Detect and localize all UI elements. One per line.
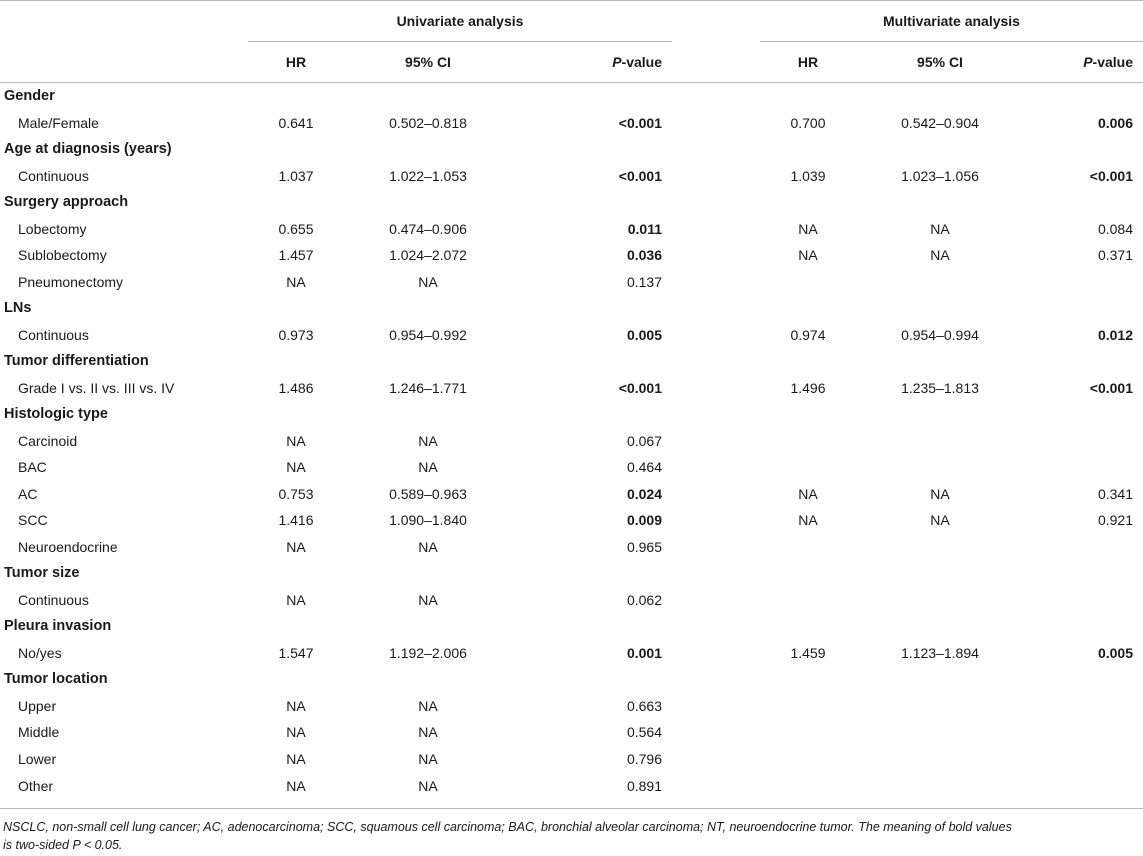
footnote-line-2: is two-sided P < 0.05. (3, 838, 123, 852)
table-row (0, 163, 1143, 190)
multivariate-p-cell (1024, 772, 1143, 809)
multivariate-p-cell: 0.084 (1097, 220, 1133, 237)
spacer-cell (672, 216, 760, 243)
multivariate-p-header: P-value (1024, 42, 1143, 83)
row-label: Neuroendocrine (18, 538, 118, 555)
univariate-ci-cell: 1.090–1.840 (389, 512, 467, 529)
univariate-header: Univariate analysis (248, 1, 672, 42)
table-row (0, 640, 1143, 667)
univariate-hr-cell: 0.641 (278, 114, 314, 131)
category-label: Pleura invasion (4, 618, 112, 635)
univariate-hr-cell: NA (286, 591, 306, 608)
spacer-cell (672, 428, 760, 455)
row-label: Other (0, 772, 248, 809)
multivariate-p-cell: 0.921 (1097, 512, 1133, 529)
multivariate-hr-cell: NA (798, 512, 818, 529)
row-label: Lobectomy (18, 220, 87, 237)
multivariate-ci-cell (856, 719, 1024, 746)
category-row (0, 401, 1143, 428)
row-label: Pneumonectomy (18, 273, 124, 290)
row-label: Continuous (18, 326, 89, 343)
multivariate-ci-cell (856, 428, 1024, 455)
row-label: No/yes (18, 644, 62, 661)
multivariate-ci-cell (856, 587, 1024, 614)
multivariate-hr-cell: 0.700 (790, 114, 826, 131)
row-label: BAC (18, 459, 47, 476)
multivariate-ci-cell: 1.235–1.813 (901, 379, 979, 396)
multivariate-hr-cell: 1.496 (790, 379, 826, 396)
table-row (0, 375, 1143, 402)
category-row (0, 189, 1143, 216)
univariate-hr-cell: NA (286, 459, 306, 476)
univariate-ci-cell: 0.474–0.906 (389, 220, 467, 237)
multivariate-p-cell: 0.006 (1097, 114, 1133, 131)
spacer-cell (672, 454, 760, 481)
multivariate-p-cell (1024, 269, 1143, 296)
multivariate-p-cell: 0.341 (1097, 485, 1133, 502)
row-label: Carcinoid (18, 432, 78, 449)
table-row (0, 587, 1143, 614)
table-row (0, 269, 1143, 296)
univariate-hr-header: HR (248, 42, 344, 83)
table-row (0, 242, 1143, 269)
univariate-p-cell: <0.001 (618, 167, 662, 184)
univariate-hr-cell: NA (286, 724, 306, 741)
table-footnote (3, 818, 1141, 854)
univariate-ci-cell: 0.589–0.963 (389, 485, 467, 502)
multivariate-ci-cell (856, 534, 1024, 561)
group-header-row (0, 1, 1143, 42)
row-label: Middle (18, 724, 60, 741)
category-row (0, 666, 1143, 693)
spacer-cell (672, 481, 760, 508)
row-label: Lower (18, 750, 57, 767)
category-label: Tumor differentiation (4, 353, 149, 370)
category-row (0, 295, 1143, 322)
univariate-hr-cell: NA (286, 538, 306, 555)
univariate-hr-cell: 1.037 (278, 167, 314, 184)
spacer-cell (672, 693, 760, 720)
univariate-p-cell: 0.137 (626, 273, 662, 290)
category-label: Gender (4, 88, 55, 105)
univariate-hr-cell: 0.655 (278, 220, 314, 237)
univariate-ci-cell: NA (418, 697, 438, 714)
multivariate-hr-cell (760, 428, 856, 455)
footnote-line-1: NSCLC, non-small cell lung cancer; AC, adenocarcinoma; SCC, squamous cell carcinoma; BAC, bronchial alveolar carcinoma; NT, neuroendocrine tumor. The meaning of bold values (3, 820, 1012, 834)
multivariate-hr-cell: NA (798, 485, 818, 502)
category-label: Tumor size (4, 565, 80, 582)
spacer-cell (672, 110, 760, 137)
multivariate-p-cell: <0.001 (1089, 167, 1133, 184)
category-row (0, 83, 1143, 110)
univariate-ci-cell: 0.502–0.818 (389, 114, 467, 131)
category-row (0, 136, 1143, 163)
row-label: Sublobectomy (18, 247, 107, 264)
spacer-cell (672, 719, 760, 746)
univariate-hr-cell: NA (248, 772, 344, 809)
multivariate-hr-cell (760, 534, 856, 561)
multivariate-p-cell: 0.371 (1097, 247, 1133, 264)
spacer-cell (672, 507, 760, 534)
multivariate-ci-cell: 0.542–0.904 (901, 114, 979, 131)
category-label: Surgery approach (4, 194, 129, 211)
category-label: Histologic type (4, 406, 108, 423)
spacer-cell (672, 322, 760, 349)
univariate-ci-cell: NA (418, 750, 438, 767)
univariate-ci-cell: 1.022–1.053 (389, 167, 467, 184)
row-label: Continuous (18, 591, 89, 608)
table-row (0, 534, 1143, 561)
spacer-cell (672, 746, 760, 773)
multivariate-ci-cell: 1.023–1.056 (901, 167, 979, 184)
univariate-p-cell: 0.067 (626, 432, 662, 449)
row-label: SCC (18, 512, 48, 529)
table-row (0, 428, 1143, 455)
multivariate-ci-header: 95% CI (856, 42, 1024, 83)
univariate-p-header: P-value (512, 42, 672, 83)
row-label: Upper (18, 697, 57, 714)
univariate-p-cell: 0.009 (626, 512, 662, 529)
multivariate-ci-cell: NA (930, 485, 950, 502)
univariate-p-cell: 0.005 (626, 326, 662, 343)
multivariate-ci-cell (856, 693, 1024, 720)
spacer-cell (672, 269, 760, 296)
spacer-cell (672, 640, 760, 667)
spacer-cell (672, 242, 760, 269)
category-row (0, 560, 1143, 587)
multivariate-hr-cell (760, 693, 856, 720)
multivariate-p-cell (1024, 428, 1143, 455)
univariate-hr-cell: 1.547 (278, 644, 314, 661)
multivariate-p-cell: 0.012 (1097, 326, 1133, 343)
univariate-hr-cell: 1.457 (278, 247, 314, 264)
univariate-ci-cell: 1.024–2.072 (389, 247, 467, 264)
row-label: Continuous (18, 167, 89, 184)
spacer-cell (672, 163, 760, 190)
multivariate-hr-cell: NA (798, 220, 818, 237)
multivariate-ci-cell (856, 746, 1024, 773)
multivariate-p-cell (1024, 534, 1143, 561)
multivariate-ci-cell: 0.954–0.994 (901, 326, 979, 343)
category-row (0, 613, 1143, 640)
univariate-p-cell: 0.001 (626, 644, 662, 661)
multivariate-ci-cell: 1.123–1.894 (901, 644, 979, 661)
univariate-p-cell: <0.001 (618, 379, 662, 396)
multivariate-p-cell: 0.005 (1097, 644, 1133, 661)
univariate-hr-cell: NA (286, 273, 306, 290)
category-label: Tumor location (4, 671, 108, 688)
univariate-ci-header: 95% CI (344, 42, 512, 83)
multivariate-hr-cell: 1.459 (790, 644, 826, 661)
multivariate-hr-cell (760, 772, 856, 809)
univariate-p-cell: 0.464 (626, 459, 662, 476)
category-label: Age at diagnosis (years) (4, 141, 172, 158)
univariate-ci-cell: NA (418, 432, 438, 449)
spacer-cell (672, 772, 760, 809)
multivariate-hr-cell (760, 269, 856, 296)
table-row (0, 110, 1143, 137)
univariate-ci-cell: NA (418, 538, 438, 555)
univariate-p-cell: 0.891 (512, 772, 672, 809)
multivariate-p-cell (1024, 454, 1143, 481)
table-row (0, 481, 1143, 508)
univariate-hr-cell: NA (286, 697, 306, 714)
univariate-p-cell: 0.796 (626, 750, 662, 767)
table-row (0, 216, 1143, 243)
spacer-cell (672, 375, 760, 402)
univariate-p-cell: 0.965 (626, 538, 662, 555)
table-row (0, 719, 1143, 746)
multivariate-p-cell (1024, 746, 1143, 773)
univariate-ci-cell: NA (344, 772, 512, 809)
univariate-ci-cell: 1.192–2.006 (389, 644, 467, 661)
univariate-p-cell: 0.663 (626, 697, 662, 714)
univariate-p-cell: 0.011 (627, 220, 662, 237)
multivariate-hr-cell: 0.974 (790, 326, 826, 343)
multivariate-hr-cell (760, 587, 856, 614)
multivariate-hr-cell (760, 746, 856, 773)
univariate-hr-cell: NA (286, 750, 306, 767)
row-label: AC (18, 485, 38, 502)
multivariate-ci-cell (856, 269, 1024, 296)
univariate-hr-cell: 0.753 (278, 485, 314, 502)
multivariate-hr-cell (760, 454, 856, 481)
univariate-hr-cell: NA (286, 432, 306, 449)
multivariate-hr-cell (760, 719, 856, 746)
category-label: LNs (4, 300, 32, 317)
univariate-hr-cell: 1.486 (278, 379, 314, 396)
table-row (0, 772, 1143, 809)
univariate-p-cell: 0.062 (626, 591, 662, 608)
univariate-ci-cell: NA (418, 591, 438, 608)
multivariate-p-cell (1024, 719, 1143, 746)
univariate-ci-cell: 1.246–1.771 (389, 379, 467, 396)
univariate-ci-cell: NA (418, 273, 438, 290)
univariate-ci-cell: NA (418, 459, 438, 476)
multivariate-hr-cell: 1.039 (790, 167, 826, 184)
multivariate-hr-header: HR (760, 42, 856, 83)
multivariate-p-cell (1024, 587, 1143, 614)
spacer-cell (672, 534, 760, 561)
table-row (0, 322, 1143, 349)
univariate-p-cell: <0.001 (618, 114, 662, 131)
multivariate-ci-cell (856, 454, 1024, 481)
table-row (0, 454, 1143, 481)
univariate-hr-cell: 1.416 (278, 512, 314, 529)
multivariate-hr-cell: NA (798, 247, 818, 264)
category-row (0, 348, 1143, 375)
univariate-ci-cell: 0.954–0.992 (389, 326, 467, 343)
table-row (0, 507, 1143, 534)
univariate-hr-cell: 0.973 (278, 326, 314, 343)
spacer-cell (672, 587, 760, 614)
multivariate-ci-cell: NA (930, 247, 950, 264)
univariate-p-cell: 0.564 (626, 724, 662, 741)
univariate-ci-cell: NA (418, 724, 438, 741)
univariate-p-cell: 0.024 (626, 485, 662, 502)
univariate-p-cell: 0.036 (626, 247, 662, 264)
column-header-row (0, 42, 1143, 83)
row-label: Male/Female (18, 114, 99, 131)
row-label: Grade I vs. II vs. III vs. IV (18, 379, 175, 396)
table-row (0, 693, 1143, 720)
table-body (0, 83, 1143, 809)
table-row (0, 746, 1143, 773)
multivariate-header: Multivariate analysis (760, 1, 1143, 42)
multivariate-ci-cell: NA (930, 512, 950, 529)
multivariate-ci-cell: NA (930, 220, 950, 237)
multivariate-ci-cell (856, 772, 1024, 809)
multivariate-p-cell (1024, 693, 1143, 720)
multivariate-p-cell: <0.001 (1089, 379, 1133, 396)
